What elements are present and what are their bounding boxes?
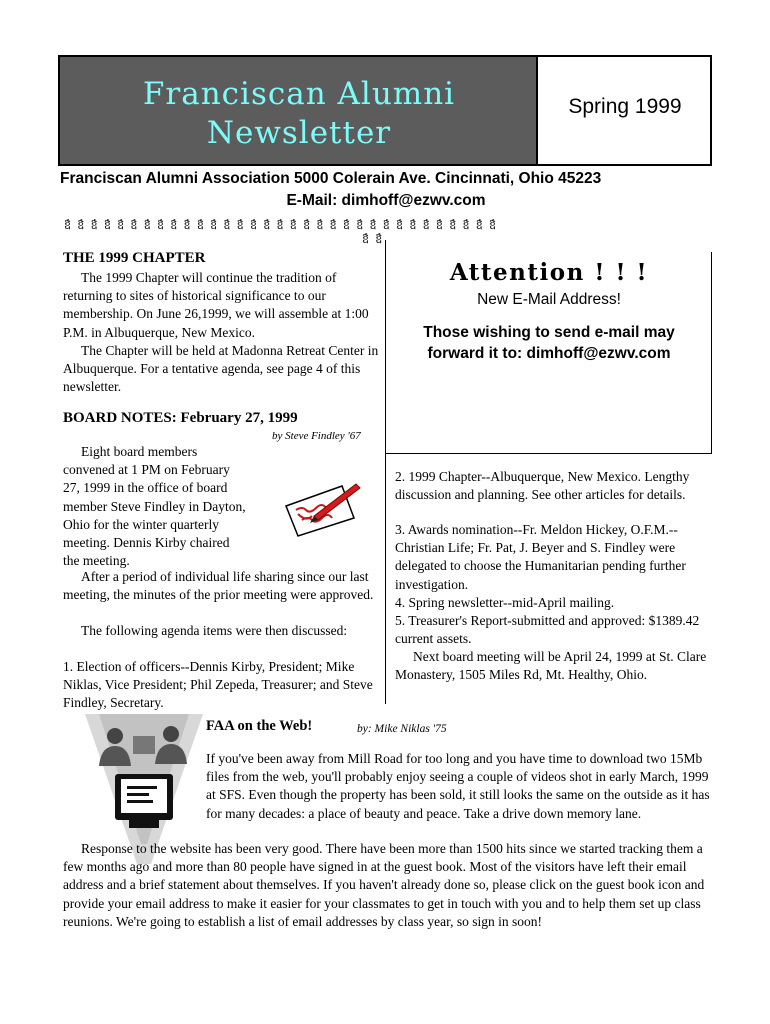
board-line: the meeting. bbox=[63, 553, 130, 569]
board-paragraph-1 bbox=[63, 443, 288, 570]
board-line: Ohio for the winter quarterly bbox=[63, 516, 219, 532]
association-email: E-Mail: dimhoff@ezwv.com bbox=[286, 192, 486, 209]
faa-paragraph-2: Response to the website has been very good. There have been more than 1500 hits since we started tracking them a few months ago and more than 80 people have signed in at the guest book. Most of the visitors have left their email address and a brief statement about themselves. If you haven't already done so, please click on the guest book icon and provide your email address to make it easier for your classmates to get in touch with you and to help them set up class reunions. We're going to establish a list of email addresses by class year, so sign in soon! bbox=[63, 841, 705, 929]
board-paragraph-2: After a period of individual life sharing since our last meeting, the minutes of the prior meeting were approved. bbox=[63, 569, 374, 603]
board-notes-heading: BOARD NOTES: February 27, 1999 bbox=[63, 410, 298, 426]
chapter-heading: THE 1999 CHAPTER bbox=[63, 250, 206, 266]
next-meeting-note: Next board meeting will be April 24, 1999 at St. Clare Monastery, 1505 Miles Rd, Mt. Healthy, Ohio. bbox=[395, 649, 707, 683]
agenda-item-2: 2. 1999 Chapter--Albuquerque, New Mexico. Lengthy discussion and planning. See other articles for details. bbox=[395, 469, 690, 503]
title-line-2: Newsletter bbox=[206, 115, 392, 151]
attention-subtitle: New E-Mail Address! bbox=[477, 291, 621, 308]
ornament-glyphs-2: ឳឳ bbox=[362, 234, 389, 246]
board-line: 27, 1999 in the office of board bbox=[63, 480, 228, 496]
board-line: convened at 1 PM on February bbox=[63, 462, 230, 478]
agenda-item-1: 1. Election of officers--Dennis Kirby, President; Mike Niklas, Vice President; Phil Zepeda, Treasurer; and Steve Findley, Secretary. bbox=[63, 659, 373, 711]
column-divider bbox=[385, 240, 386, 252]
faa-byline: by: Mike Niklas '75 bbox=[357, 723, 447, 735]
ornament-glyphs: ឳឳឳឳឳឳឳឳឳឳឳឳឳឳឳឳឳឳឳឳឳឳឳឳឳឳឳឳឳឳឳឳឳ bbox=[64, 220, 503, 232]
title-line-1: Franciscan Alumni bbox=[142, 76, 456, 112]
chapter-paragraph-2: The Chapter will be held at Madonna Retreat Center in Albuquerque. For a tentative agenda, see page 4 of this newsletter. bbox=[63, 343, 379, 395]
board-line: member Steve Findley in Dayton, bbox=[63, 498, 246, 514]
faa-paragraph-1: If you've been away from Mill Road for too long and you have time to download two 15Mb files from the web, you'll probably enjoy seeing a couple of videos shot in early March, 1999 at SFS. Even though the property has been sold, it still looks the same on the outside as it has for many decades: a place of beauty and peace. Take a drive down memory lane. bbox=[206, 751, 710, 821]
chapter-paragraph-1: The 1999 Chapter will continue the tradition of returning to sites of historical significance to our membership. On June 26,1999, we will assemble at 1:00 P.M. in Albuquerque, New Mexico. bbox=[63, 270, 369, 340]
attention-title: Attention ! ! ! bbox=[449, 259, 649, 286]
board-line: meeting. Dennis Kirby chaired bbox=[63, 535, 230, 551]
agenda-item-3: 3. Awards nomination--Fr. Meldon Hickey, O.F.M.-- Christian Life; Fr. Pat, J. Beyer and S. Findley were delegated to choose the Humanitarian pending further investigation. bbox=[395, 522, 686, 592]
board-notes-byline: by Steve Findley '67 bbox=[272, 430, 361, 442]
newsletter-title bbox=[60, 75, 538, 153]
pen-writing-icon bbox=[280, 478, 362, 538]
agenda-item-4: 4. Spring newsletter--mid-April mailing. bbox=[395, 595, 615, 610]
board-paragraph-3: The following agenda items were then discussed: bbox=[81, 623, 348, 638]
attention-body: Those wishing to send e-mail may forward it to: dimhoff@ezwv.com bbox=[423, 324, 675, 362]
agenda-item-5: 5. Treasurer's Report-submitted and approved: $1389.42 current assets. bbox=[395, 613, 700, 647]
column-divider bbox=[385, 454, 386, 704]
association-address: Franciscan Alumni Association 5000 Colerain Ave. Cincinnati, Ohio 45223 bbox=[60, 170, 602, 187]
faa-heading: FAA on the Web! bbox=[206, 718, 313, 734]
board-line: Eight board members bbox=[81, 444, 198, 459]
issue-season: Spring 1999 bbox=[568, 95, 682, 118]
